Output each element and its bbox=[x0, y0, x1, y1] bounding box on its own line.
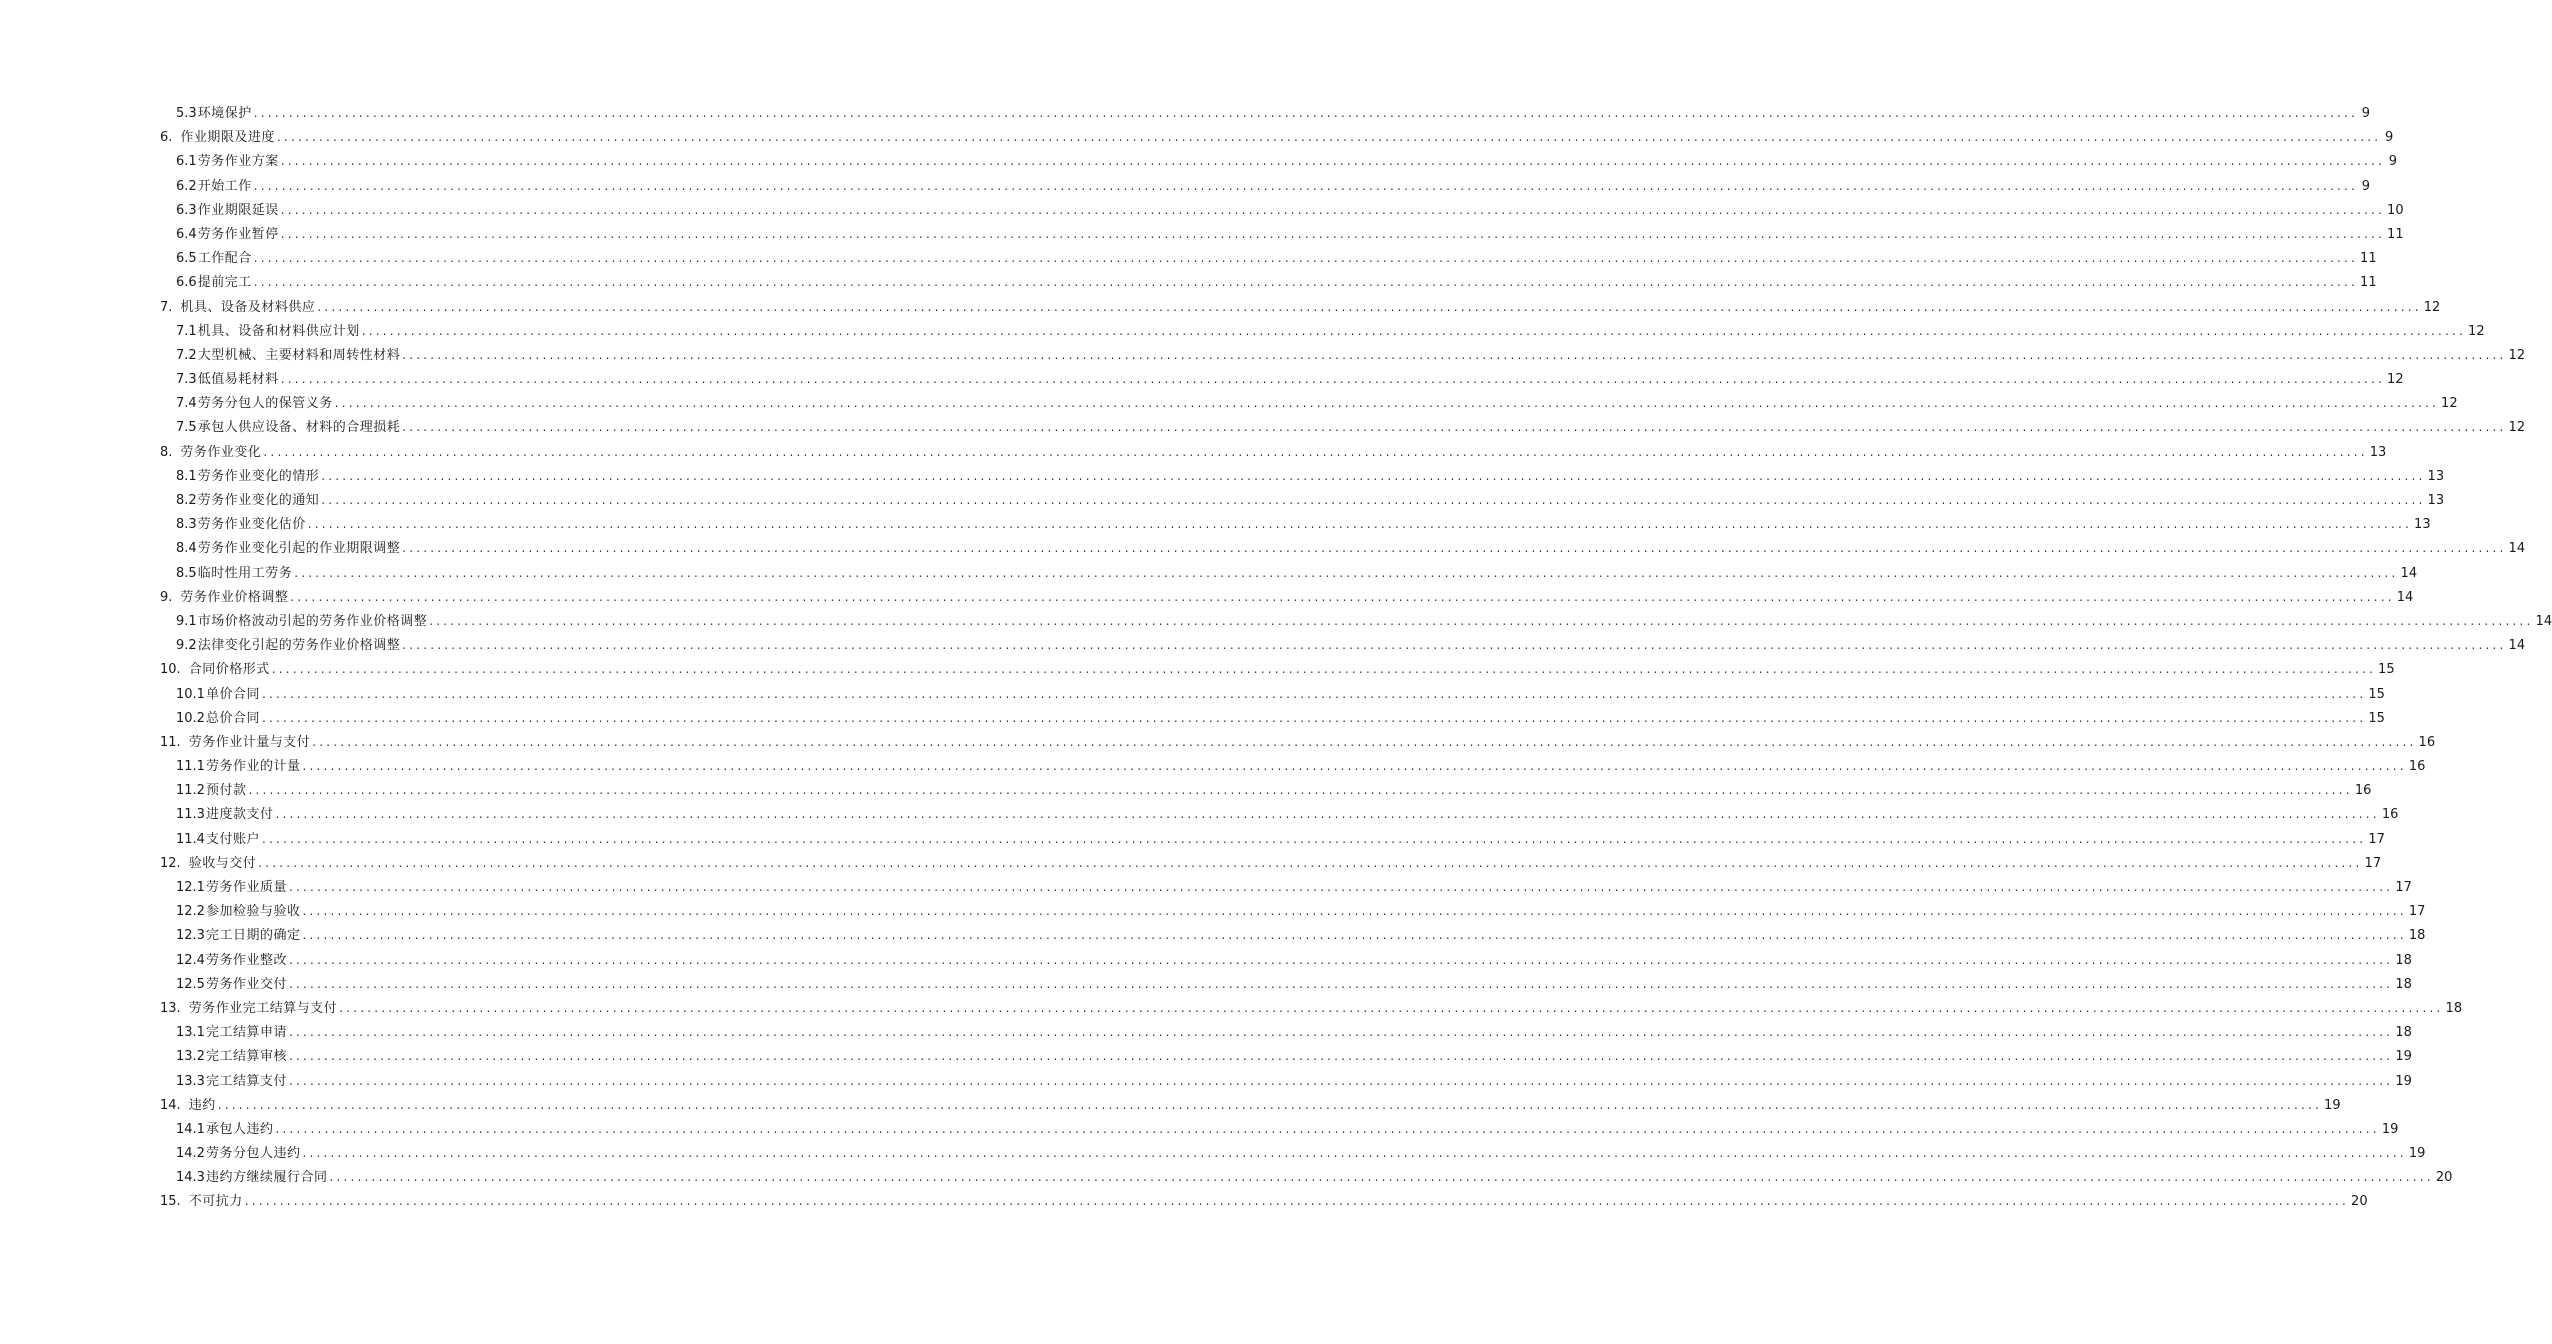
toc-dot-leader: ............................................................................................................................................................................................................................................................................................................ bbox=[253, 106, 2359, 120]
toc-dot-leader: ............................................................................................................................................................................................................................................................................................................ bbox=[339, 1000, 2444, 1015]
toc-entry-title: 参加检验与验收 bbox=[205, 904, 301, 920]
toc-entry[interactable] bbox=[0, 295, 2441, 319]
toc-entry[interactable] bbox=[0, 488, 2445, 512]
toc-entry-number: 7.2 bbox=[176, 347, 197, 363]
toc-entry-number: 12.3 bbox=[176, 928, 205, 944]
toc-entry[interactable] bbox=[0, 827, 2385, 851]
toc-entry-title: 违约 bbox=[188, 1097, 216, 1113]
toc-entry-page-number: 16 bbox=[2381, 807, 2399, 823]
toc-entry-title: 劳务作业价格调整 bbox=[180, 589, 289, 605]
toc-entry-number: 14.1 bbox=[176, 1121, 205, 1137]
toc-entry-number: 13.2 bbox=[176, 1049, 205, 1065]
toc-entry-number: 8.3 bbox=[176, 517, 197, 533]
toc-entry-page-number: 12 bbox=[2508, 420, 2526, 436]
toc-entry-title: 环境保护 bbox=[197, 106, 252, 121]
toc-entry[interactable] bbox=[0, 1069, 2412, 1093]
toc-entry-page-number: 9 bbox=[2384, 130, 2394, 146]
toc-entry-title: 市场价格波动引起的劳务作业价格调整 bbox=[197, 613, 428, 629]
toc-entry-number: 15. bbox=[160, 1194, 181, 1210]
toc-entry-number: 6.3 bbox=[176, 202, 197, 218]
toc-dot-leader: ............................................................................................................................................................................................................................................................................................................ bbox=[275, 807, 2380, 822]
toc-entry-title: 劳务作业变化的通知 bbox=[197, 493, 320, 508]
toc-entry-number: 12. bbox=[160, 855, 181, 871]
toc-entry-page-number: 18 bbox=[2445, 1000, 2463, 1016]
toc-dot-leader: ............................................................................................................................................................................................................................................................................................................ bbox=[302, 928, 2407, 943]
toc-entry-number: 12.4 bbox=[176, 952, 205, 968]
toc-dot-leader: ............................................................................................................................................................................................................................................................................................................ bbox=[253, 275, 2359, 290]
toc-dot-leader: ............................................................................................................................................................................................................................................................................................................ bbox=[261, 686, 2367, 701]
toc-entry[interactable] bbox=[0, 367, 2404, 391]
toc-entry-title: 劳务作业方案 bbox=[197, 154, 279, 170]
toc-entry-title: 工作配合 bbox=[197, 251, 252, 267]
toc-entry-page-number: 16 bbox=[2408, 759, 2426, 775]
toc-entry-number: 11.3 bbox=[176, 807, 205, 823]
toc-entry-page-number: 19 bbox=[2395, 1049, 2412, 1065]
toc-entry[interactable] bbox=[0, 512, 2431, 536]
toc-entry-number: 6.6 bbox=[176, 275, 197, 291]
toc-dot-leader: ............................................................................................................................................................................................................................................................................................................ bbox=[258, 855, 2363, 870]
toc-entry-number: 12.2 bbox=[176, 904, 205, 920]
toc-entry-number: 6. bbox=[160, 130, 173, 146]
toc-dot-leader: ............................................................................................................................................................................................................................................................................................................ bbox=[263, 444, 2368, 459]
toc-dot-leader: ............................................................................................................................................................................................................................................................................................................ bbox=[402, 541, 2507, 556]
toc-entry-title: 开始工作 bbox=[197, 178, 252, 194]
toc-dot-leader: ............................................................................................................................................................................................................................................................................................................ bbox=[280, 226, 2386, 241]
toc-entry-page-number: 13 bbox=[2414, 517, 2431, 533]
toc-entry[interactable] bbox=[0, 415, 2526, 439]
toc-entry-page-number: 12 bbox=[2508, 347, 2526, 363]
toc-dot-leader: ............................................................................................................................................................................................................................................................................................................ bbox=[217, 1097, 2323, 1112]
toc-entry-title: 劳务作业变化的情形 bbox=[197, 468, 320, 484]
toc-dot-leader: ............................................................................................................................................................................................................................................................................................................ bbox=[276, 130, 2382, 145]
toc-entry-number: 7.3 bbox=[176, 372, 197, 388]
toc-entry[interactable] bbox=[0, 682, 2385, 706]
toc-entry-page-number: 15 bbox=[2378, 662, 2395, 678]
toc-dot-leader: ............................................................................................................................................................................................................................................................................................................ bbox=[321, 493, 2426, 507]
table-of-contents bbox=[0, 101, 2552, 1214]
toc-entry-page-number: 12 bbox=[2441, 396, 2458, 412]
toc-entry[interactable] bbox=[0, 996, 2463, 1020]
toc-entry-title: 承包人供应设备、材料的合理损耗 bbox=[197, 420, 401, 436]
toc-entry-number: 7. bbox=[160, 299, 173, 315]
toc-entry-title: 大型机械、主要材料和周转性材料 bbox=[197, 347, 401, 363]
toc-entry[interactable] bbox=[0, 1117, 2399, 1141]
toc-dot-leader: ............................................................................................................................................................................................................................................................................................................ bbox=[402, 638, 2507, 653]
toc-dot-leader: ............................................................................................................................................................................................................................................................................................................ bbox=[288, 952, 2394, 967]
toc-entry-number: 12.5 bbox=[176, 976, 205, 992]
toc-entry-title: 劳务作业暂停 bbox=[197, 226, 279, 242]
toc-dot-leader: ............................................................................................................................................................................................................................................................................................................ bbox=[361, 323, 2467, 338]
toc-entry-number: 7.1 bbox=[176, 323, 197, 339]
toc-entry[interactable] bbox=[0, 657, 2395, 681]
toc-entry-page-number: 13 bbox=[2369, 444, 2387, 460]
toc-dot-leader: ............................................................................................................................................................................................................................................................................................................ bbox=[280, 202, 2386, 217]
toc-entry-number: 11.2 bbox=[176, 783, 205, 799]
toc-entry[interactable] bbox=[0, 270, 2377, 294]
toc-entry-title: 劳务作业整改 bbox=[205, 952, 287, 968]
toc-entry-number: 8.5 bbox=[176, 565, 197, 581]
toc-entry-title: 法律变化引起的劳务作业价格调整 bbox=[197, 638, 401, 654]
toc-dot-leader: ............................................................................................................................................................................................................................................................................................................ bbox=[307, 517, 2413, 532]
toc-dot-leader: ............................................................................................................................................................................................................................................................................................................ bbox=[280, 372, 2386, 387]
toc-entry-title: 低值易耗材料 bbox=[197, 372, 279, 388]
toc-entry-number: 14.2 bbox=[176, 1146, 205, 1162]
toc-entry-number: 10.2 bbox=[176, 710, 205, 726]
toc-entry[interactable] bbox=[0, 440, 2387, 464]
toc-entry-number: 7.4 bbox=[176, 396, 197, 412]
toc-entry-page-number: 14 bbox=[2508, 638, 2526, 654]
toc-entry-page-number: 13 bbox=[2427, 493, 2445, 508]
toc-dot-leader: ............................................................................................................................................................................................................................................................................................................ bbox=[288, 1073, 2394, 1088]
toc-entry-number: 9.2 bbox=[176, 638, 197, 654]
toc-entry[interactable] bbox=[0, 778, 2372, 802]
toc-entry-number: 14.3 bbox=[176, 1170, 205, 1186]
toc-entry-page-number: 16 bbox=[2418, 734, 2436, 750]
toc-entry-title: 临时性用工劳务 bbox=[197, 565, 293, 581]
toc-dot-leader: ............................................................................................................................................................................................................................................................................................................ bbox=[253, 251, 2359, 266]
toc-entry-page-number: 20 bbox=[2351, 1194, 2368, 1210]
toc-entry-number: 5.3 bbox=[176, 106, 197, 121]
toc-entry-number: 9.1 bbox=[176, 613, 197, 629]
toc-entry-page-number: 11 bbox=[2387, 226, 2404, 242]
toc-entry-title: 总价合同 bbox=[205, 710, 260, 726]
toc-dot-leader: ............................................................................................................................................................................................................................................................................................................ bbox=[275, 1121, 2380, 1136]
toc-entry-number: 11. bbox=[160, 734, 181, 750]
toc-entry-number: 13.1 bbox=[176, 1025, 205, 1041]
toc-dot-leader: ............................................................................................................................................................................................................................................................................................................ bbox=[244, 1194, 2350, 1209]
toc-entry-title: 劳务作业的计量 bbox=[205, 759, 301, 775]
toc-entry-title: 提前完工 bbox=[197, 275, 252, 291]
toc-entry-page-number: 15 bbox=[2368, 686, 2385, 702]
toc-entry[interactable] bbox=[0, 561, 2418, 585]
toc-entry-page-number: 20 bbox=[2435, 1170, 2453, 1186]
toc-entry-page-number: 19 bbox=[2395, 1073, 2412, 1089]
toc-entry-title: 劳务作业完工结算与支付 bbox=[188, 1000, 338, 1016]
toc-entry[interactable] bbox=[0, 754, 2426, 778]
toc-entry[interactable] bbox=[0, 609, 2552, 633]
toc-entry-number: 13. bbox=[160, 1000, 181, 1016]
toc-dot-leader: ............................................................................................................................................................................................................................................................................................................ bbox=[402, 347, 2507, 362]
toc-entry-title: 不可抗力 bbox=[188, 1194, 243, 1210]
toc-entry-page-number: 14 bbox=[2535, 613, 2552, 629]
toc-entry-page-number: 12 bbox=[2387, 372, 2404, 388]
toc-entry-title: 完工结算申请 bbox=[205, 1025, 287, 1041]
toc-entry-number: 12.1 bbox=[176, 880, 205, 895]
toc-entry-page-number: 13 bbox=[2427, 468, 2445, 484]
toc-entry-number: 14. bbox=[160, 1097, 181, 1113]
toc-entry-title: 劳务分包人违约 bbox=[205, 1146, 301, 1162]
toc-entry[interactable] bbox=[0, 875, 2412, 899]
toc-entry-page-number: 17 bbox=[2408, 904, 2426, 920]
toc-entry-page-number: 15 bbox=[2368, 710, 2385, 726]
toc-dot-leader: ............................................................................................................................................................................................................................................................................................................ bbox=[271, 662, 2377, 677]
toc-entry[interactable] bbox=[0, 1093, 2341, 1117]
toc-entry[interactable] bbox=[0, 1189, 2368, 1213]
toc-entry[interactable] bbox=[0, 246, 2377, 270]
toc-dot-leader: ............................................................................................................................................................................................................................................................................................................ bbox=[402, 420, 2507, 435]
toc-dot-leader: ............................................................................................................................................................................................................................................................................................................ bbox=[302, 1146, 2407, 1161]
toc-dot-leader: ............................................................................................................................................................................................................................................................................................................ bbox=[288, 880, 2394, 894]
toc-entry[interactable] bbox=[0, 923, 2426, 947]
toc-entry-number: 10.1 bbox=[176, 686, 205, 702]
toc-dot-leader: ............................................................................................................................................................................................................................................................................................................ bbox=[429, 613, 2534, 628]
toc-entry[interactable] bbox=[0, 319, 2485, 343]
toc-dot-leader: ............................................................................................................................................................................................................................................................................................................ bbox=[302, 759, 2407, 774]
toc-entry-page-number: 9 bbox=[2361, 106, 2371, 121]
toc-entry-number: 6.4 bbox=[176, 226, 197, 242]
toc-entry-page-number: 18 bbox=[2408, 928, 2426, 944]
toc-entry-title: 劳务作业变化估价 bbox=[197, 517, 306, 533]
toc-dot-leader: ............................................................................................................................................................................................................................................................................................................ bbox=[280, 154, 2386, 169]
toc-entry-number: 6.1 bbox=[176, 154, 197, 170]
toc-entry-title: 完工结算审核 bbox=[205, 1049, 287, 1065]
toc-entry[interactable] bbox=[0, 851, 2382, 875]
toc-entry-number: 10. bbox=[160, 662, 181, 678]
toc-entry-page-number: 9 bbox=[2361, 178, 2371, 194]
toc-entry[interactable] bbox=[0, 730, 2436, 754]
toc-entry-title: 作业期限延误 bbox=[197, 202, 279, 218]
toc-entry-title: 支付账户 bbox=[205, 831, 260, 847]
toc-entry-number: 8.4 bbox=[176, 541, 197, 557]
toc-entry-title: 机具、设备和材料供应计划 bbox=[197, 323, 360, 339]
toc-dot-leader: ............................................................................................................................................................................................................................................................................................................ bbox=[302, 904, 2407, 919]
toc-entry[interactable] bbox=[0, 1165, 2453, 1189]
toc-dot-leader: ............................................................................................................................................................................................................................................................................................................ bbox=[261, 710, 2367, 725]
toc-entry[interactable] bbox=[0, 899, 2426, 923]
toc-entry[interactable] bbox=[0, 972, 2412, 996]
toc-dot-leader: ............................................................................................................................................................................................................................................................................................................ bbox=[288, 1025, 2394, 1040]
toc-entry-page-number: 14 bbox=[2396, 589, 2414, 605]
toc-entry[interactable] bbox=[0, 198, 2404, 222]
toc-entry-page-number: 12 bbox=[2468, 323, 2485, 339]
toc-entry-page-number: 18 bbox=[2395, 976, 2412, 992]
toc-dot-leader: ............................................................................................................................................................................................................................................................................................................ bbox=[261, 831, 2367, 846]
toc-entry-number: 8.2 bbox=[176, 493, 197, 508]
toc-dot-leader: ............................................................................................................................................................................................................................................................................................................ bbox=[329, 1170, 2434, 1185]
toc-entry-title: 劳务分包人的保管义务 bbox=[197, 396, 333, 412]
toc-entry-title: 单价合同 bbox=[205, 686, 260, 702]
toc-dot-leader: ............................................................................................................................................................................................................................................................................................................ bbox=[290, 589, 2395, 604]
toc-entry[interactable] bbox=[0, 1020, 2412, 1044]
toc-dot-leader: ............................................................................................................................................................................................................................................................................................................ bbox=[334, 396, 2440, 411]
toc-entry-number: 6.5 bbox=[176, 251, 197, 267]
toc-entry[interactable] bbox=[0, 633, 2526, 657]
toc-entry-page-number: 17 bbox=[2368, 831, 2385, 847]
toc-entry-title: 劳务作业计量与支付 bbox=[188, 734, 311, 750]
toc-entry-number: 6.2 bbox=[176, 178, 197, 194]
toc-entry-title: 验收与交付 bbox=[188, 855, 257, 871]
toc-entry[interactable] bbox=[0, 536, 2526, 560]
toc-entry-title: 承包人违约 bbox=[205, 1121, 274, 1137]
toc-entry-number: 13.3 bbox=[176, 1073, 205, 1089]
toc-entry[interactable] bbox=[0, 125, 2394, 149]
toc-entry-title: 违约方继续履行合同 bbox=[205, 1170, 328, 1186]
toc-entry-title: 劳务作业交付 bbox=[205, 976, 287, 992]
toc-entry[interactable] bbox=[0, 149, 2398, 173]
toc-entry-number: 9. bbox=[160, 589, 173, 605]
toc-entry-page-number: 19 bbox=[2381, 1121, 2399, 1137]
toc-entry-title: 机具、设备及材料供应 bbox=[180, 299, 316, 315]
toc-dot-leader: ............................................................................................................................................................................................................................................................................................................ bbox=[288, 1049, 2394, 1064]
toc-entry-page-number: 12 bbox=[2423, 299, 2441, 315]
toc-entry[interactable] bbox=[0, 802, 2399, 826]
toc-entry-title: 劳务作业变化 bbox=[180, 444, 262, 460]
toc-entry-page-number: 17 bbox=[2364, 855, 2382, 871]
toc-entry-page-number: 19 bbox=[2408, 1146, 2426, 1162]
toc-entry-page-number: 14 bbox=[2400, 565, 2418, 581]
toc-entry-page-number: 18 bbox=[2395, 952, 2412, 968]
toc-entry-title: 合同价格形式 bbox=[188, 662, 270, 678]
toc-entry-page-number: 19 bbox=[2324, 1097, 2341, 1113]
toc-entry-page-number: 9 bbox=[2388, 154, 2398, 170]
toc-entry[interactable] bbox=[0, 948, 2412, 972]
toc-entry-page-number: 11 bbox=[2360, 275, 2377, 291]
toc-dot-leader: ............................................................................................................................................................................................................................................................................................................ bbox=[288, 976, 2394, 991]
toc-entry[interactable] bbox=[0, 464, 2445, 488]
toc-dot-leader: ............................................................................................................................................................................................................................................................................................................ bbox=[317, 299, 2422, 314]
toc-entry-page-number: 16 bbox=[2354, 783, 2372, 799]
toc-entry-page-number: 10 bbox=[2387, 202, 2404, 218]
toc-entry-title: 预付款 bbox=[205, 783, 247, 799]
toc-entry-title: 劳务作业质量 bbox=[205, 880, 287, 895]
toc-entry-number: 11.1 bbox=[176, 759, 205, 775]
toc-entry-title: 作业期限及进度 bbox=[180, 130, 275, 146]
toc-entry[interactable] bbox=[0, 1044, 2412, 1068]
toc-dot-leader: ............................................................................................................................................................................................................................................................................................................ bbox=[248, 783, 2353, 798]
toc-entry-title: 完工结算支付 bbox=[205, 1073, 287, 1089]
toc-entry-number: 11.4 bbox=[176, 831, 205, 847]
toc-entry[interactable] bbox=[0, 706, 2385, 730]
toc-entry-number: 7.5 bbox=[176, 420, 197, 436]
toc-entry[interactable] bbox=[0, 101, 2371, 125]
toc-entry[interactable] bbox=[0, 391, 2458, 415]
toc-entry-title: 进度款支付 bbox=[205, 807, 274, 823]
toc-entry[interactable] bbox=[0, 585, 2414, 609]
toc-entry-title: 完工日期的确定 bbox=[205, 928, 301, 944]
toc-entry-page-number: 17 bbox=[2395, 880, 2412, 895]
toc-dot-leader: ............................................................................................................................................................................................................................................................................................................ bbox=[294, 565, 2399, 580]
toc-entry[interactable] bbox=[0, 1141, 2426, 1165]
toc-entry[interactable] bbox=[0, 222, 2404, 246]
toc-dot-leader: ............................................................................................................................................................................................................................................................................................................ bbox=[253, 178, 2359, 193]
toc-entry[interactable] bbox=[0, 343, 2526, 367]
toc-entry-page-number: 14 bbox=[2508, 541, 2526, 557]
toc-entry-page-number: 11 bbox=[2360, 251, 2377, 267]
toc-entry-number: 8.1 bbox=[176, 468, 197, 484]
toc-entry-page-number: 18 bbox=[2395, 1025, 2412, 1041]
toc-dot-leader: ............................................................................................................................................................................................................................................................................................................ bbox=[312, 734, 2417, 749]
toc-dot-leader: ............................................................................................................................................................................................................................................................................................................ bbox=[321, 468, 2426, 483]
toc-entry[interactable] bbox=[0, 174, 2371, 198]
toc-entry-title: 劳务作业变化引起的作业期限调整 bbox=[197, 541, 401, 557]
toc-entry-number: 8. bbox=[160, 444, 173, 460]
